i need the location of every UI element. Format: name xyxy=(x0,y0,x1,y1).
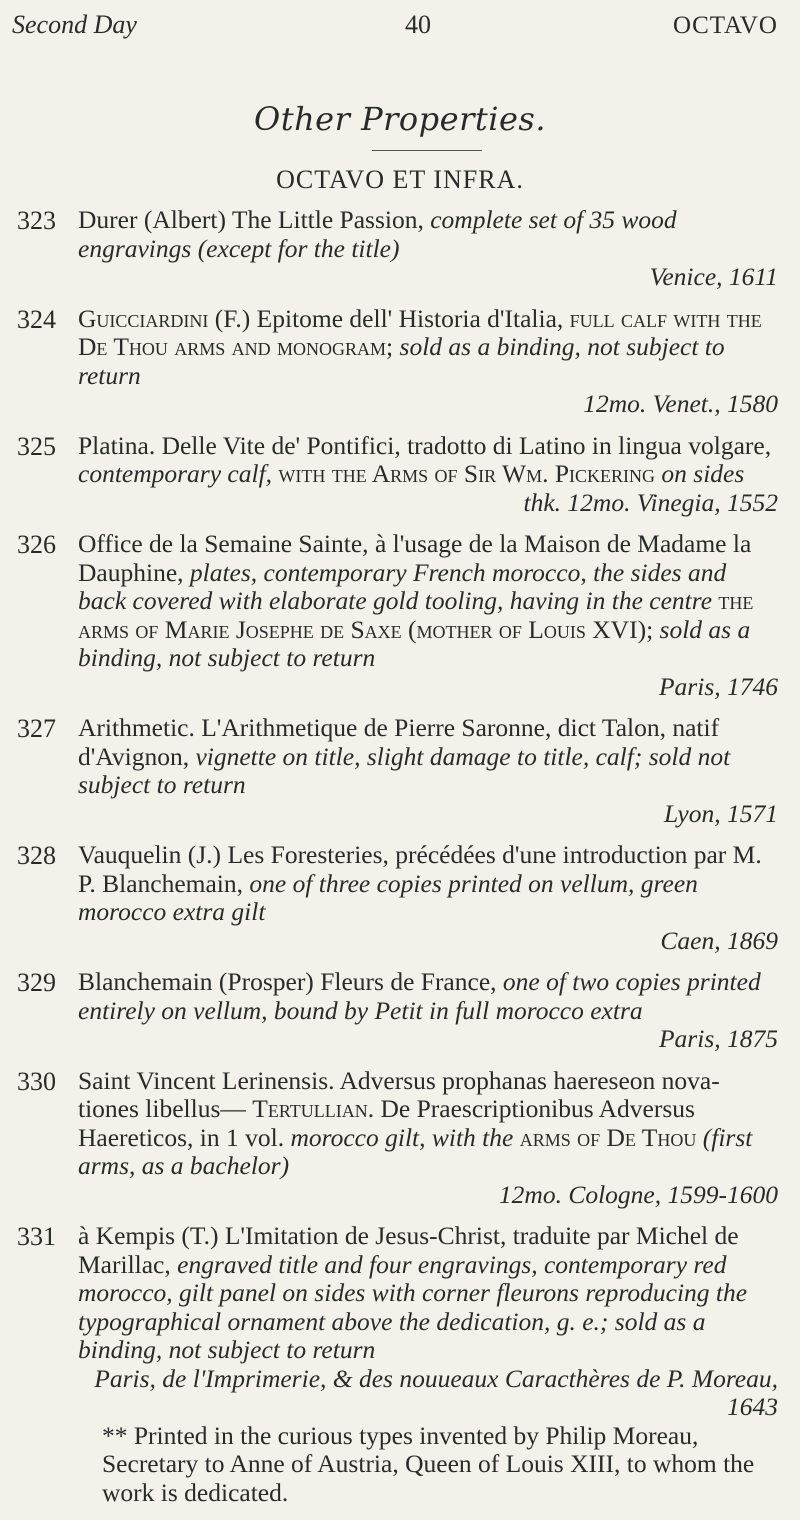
lot-author: Guicciardini (F.) xyxy=(78,303,251,333)
lot-entry xyxy=(0,432,800,518)
lot-title: Epitome dell' Historia d'Italia, xyxy=(256,303,564,333)
lot-title: Delle Vite de' Pontifici, tradotto di Latino in lingua volgare, xyxy=(161,430,772,460)
lot-imprint: 12mo. Cologne, 1599-1600 xyxy=(498,1179,778,1209)
lot-description: one of three copies printed on vellum, green morocco extra gilt xyxy=(78,868,698,926)
lot-title: The Little Passion, xyxy=(231,205,424,234)
lot-entry xyxy=(0,305,800,419)
page-number: 40 xyxy=(405,10,431,39)
lot-binding-caps: the arms of Marie Josephe de Saxe (mother of Louis XVI); xyxy=(78,586,754,644)
lot-description: engraved title and four engravings, contemporary red morocco, gilt panel on sides with corner fleurons reproducing the typographical ornament above the dedication, g. e.; sold as a binding, not subject to return xyxy=(78,1249,748,1364)
lot-imprint: Lyon, 1571 xyxy=(664,798,778,828)
lot-author: Saint Vincent Lerinensis. xyxy=(78,1065,335,1095)
lot-imprint: Paris, 1746 xyxy=(658,671,778,701)
lot-author: Blanchemain (Prosper) xyxy=(78,967,314,996)
lot-binding-caps: with the Arms of Sir Wm. Pickering xyxy=(278,459,656,488)
lot-description: complete set of 35 wood engravings (except for the title) xyxy=(78,205,677,263)
lot-description: morocco gilt, with the xyxy=(290,1122,514,1152)
lot-number: 331 xyxy=(17,1222,56,1251)
lot-author: Arithmetic. xyxy=(78,713,195,742)
lot-author: Vauquelin (J.) xyxy=(78,840,222,869)
lot-title: Les Foresteries, précédées d'une introduction par M. P. Blanchemain, xyxy=(78,840,762,898)
lot-title: Adversus prophanas haereseon nova-tiones libellus— xyxy=(78,1065,720,1123)
lot-title-2: De Praescriptionibus Adversus Haereticos, in 1 vol. xyxy=(78,1094,695,1152)
running-head xyxy=(12,10,778,40)
lot-description: sold as a binding, not subject to return xyxy=(78,332,725,390)
lot-number: 323 xyxy=(17,206,56,235)
lot-author: Platina. xyxy=(78,430,156,460)
lot-description-2: (first arms, as a bachelor) xyxy=(78,1122,753,1180)
lot-imprint: thk. 12mo. Vinegia, 1552 xyxy=(523,487,778,517)
lot-binding-caps: arms of De Thou xyxy=(519,1122,697,1152)
lot-imprint: 12mo. Venet., 1580 xyxy=(583,389,778,418)
lot-binding-caps: full calf with the De Thou arms and monogram; xyxy=(78,303,762,361)
lot-description-2: sold as a binding, not subject to return xyxy=(78,614,751,672)
lot-imprint: Venice, 1611 xyxy=(649,262,778,291)
section-subtitle: OCTAVO ET INFRA. xyxy=(276,165,524,194)
lot-description-2: on sides xyxy=(661,459,745,488)
lot-title: L'Imitation de Jesus-Christ, traduite par Michel de Marillac, xyxy=(78,1221,739,1279)
lot-second-author: Tertullian. xyxy=(252,1094,375,1123)
lot-number: 328 xyxy=(17,841,56,870)
lot-note: ** Printed in the curious types invented by Philip Moreau, Secretary to Anne of Austria, Queen of Louis XIII, to whom the work is dedicated. xyxy=(102,1420,755,1507)
lot-description: vignette on title, slight damage to title, calf; sold not subject to return xyxy=(78,741,731,799)
lot-number: 329 xyxy=(17,968,56,997)
lot-number: 330 xyxy=(17,1066,56,1096)
lot-entry xyxy=(0,841,800,955)
lot-title: L'Arithmetique de Pierre Saronne, dict Talon, natif d'Avignon, xyxy=(78,713,720,771)
lot-entry xyxy=(0,714,800,828)
section-title: Other Properties. xyxy=(253,100,547,138)
lot-imprint: Caen, 1869 xyxy=(660,925,778,955)
lot-number: 325 xyxy=(17,431,56,461)
lot-entry xyxy=(0,1222,800,1507)
lot-author: à Kempis (T.) xyxy=(78,1221,219,1250)
lot-author: Office de la Semaine Sainte, xyxy=(78,529,369,558)
lot-description: contemporary calf, xyxy=(78,459,273,488)
running-head-day: Second Day xyxy=(12,10,137,39)
lot-number: 327 xyxy=(17,714,56,743)
running-head-format: OCTAVO xyxy=(673,12,778,39)
lot-author: Durer (Albert) xyxy=(78,205,226,234)
lot-title: à l'usage de la Maison de Madame la Dauphine, xyxy=(78,529,752,587)
title-divider xyxy=(372,150,482,151)
lot-list xyxy=(0,206,800,1520)
lot-entry xyxy=(0,530,800,701)
lot-description: one of two copies printed entirely on vellum, bound by Petit in full morocco extra xyxy=(78,967,761,1025)
lot-entry xyxy=(0,968,800,1054)
lot-description: plates, contemporary French morocco, the sides and back covered with elaborate gold tooling, having in the centre xyxy=(78,557,727,615)
lot-imprint: Paris, 1875 xyxy=(658,1024,778,1053)
lot-imprint: Paris, de l'Imprimerie, & des nouueaux Caracthères de P. Moreau, 1643 xyxy=(94,1363,778,1421)
lot-entry xyxy=(0,1067,800,1210)
lot-title: Fleurs de France, xyxy=(320,967,497,996)
lot-number: 326 xyxy=(17,530,56,559)
lot-number: 324 xyxy=(17,304,56,334)
lot-entry xyxy=(0,206,800,292)
